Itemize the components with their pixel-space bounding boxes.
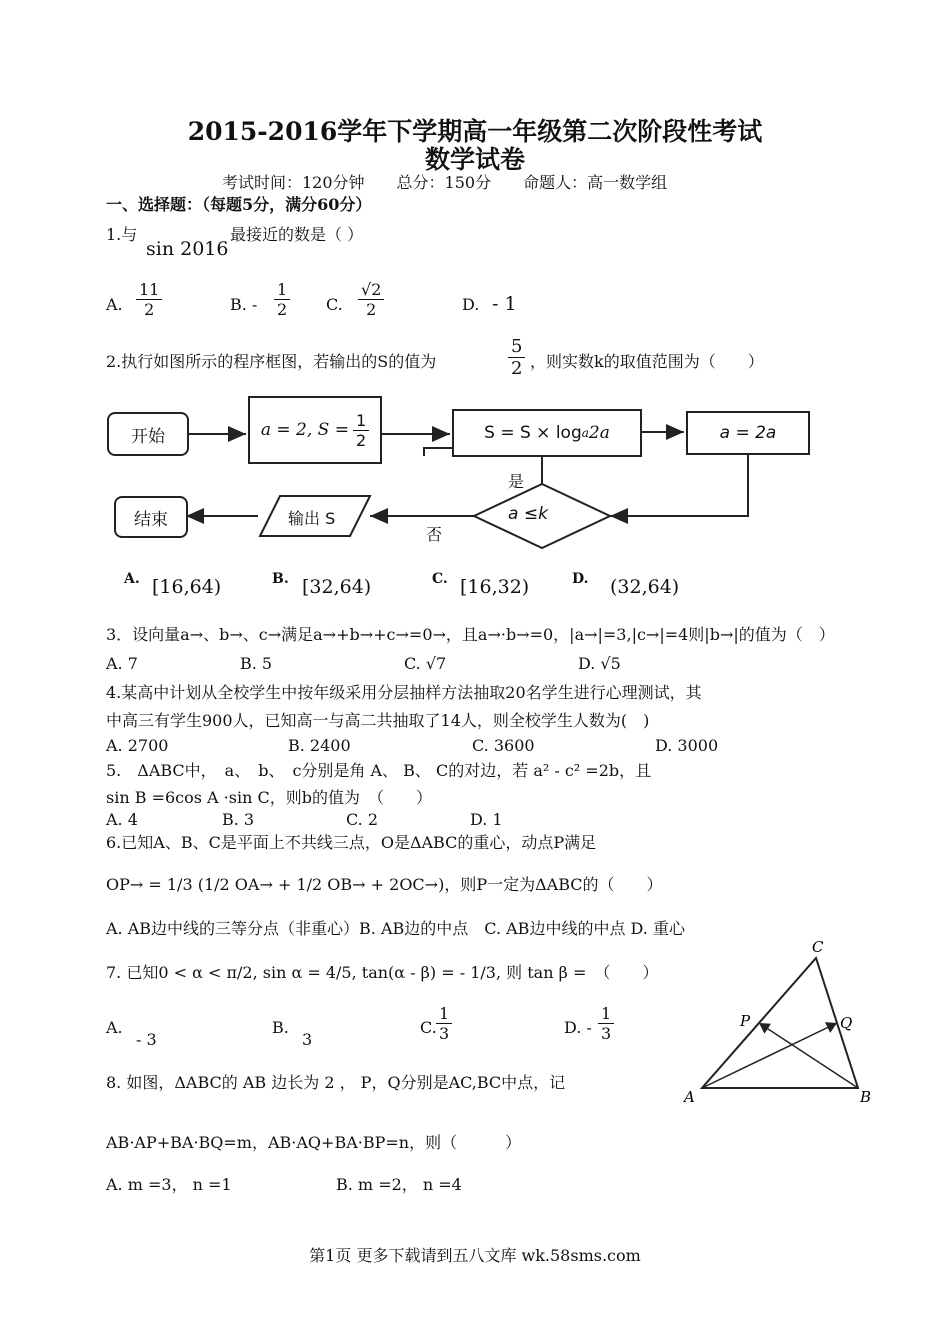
q3-option-d: D. √5 (578, 654, 621, 673)
q1-option-b-label: B. - (230, 295, 258, 314)
q4-line-2: 中高三有学生900人，已知高一与高二共抽取了14人，则全校学生人数为( ) (106, 711, 650, 730)
q1-b-den: 2 (277, 300, 288, 319)
exam-info: 考试时间：120分钟 总分：150分 命题人：高一数学组 (222, 173, 668, 192)
q5-option-a: A. 4 (106, 810, 138, 829)
flow-update-s (452, 409, 642, 457)
flow-update-a: a = 2a (686, 411, 810, 455)
q2-option-b-label: B. (272, 571, 289, 587)
q2-frac-num: 5 (508, 336, 525, 358)
q7-option-b-label: B. (272, 1018, 289, 1037)
q7-option-c-label: C. (420, 1018, 437, 1037)
q1-b-num: 1 (274, 280, 290, 300)
q7-option-b: 3 (302, 1030, 313, 1049)
flow-init (248, 396, 382, 464)
q5-line-1: 5. ΔABC中， a、 b、 c分别是角 A、 B、 C的对边，若 a² - c² =2b，且 (106, 761, 652, 780)
flow-update-s-sub: a (581, 426, 589, 440)
q1-option-a (136, 280, 162, 319)
triangle-figure (676, 936, 896, 1116)
q2-option-c: [16,32) (460, 576, 530, 598)
section-heading: 一、选择题：（每题5分，满分60分） (106, 195, 372, 214)
arrow-a-cond (610, 452, 748, 516)
q5-option-c: C. 2 (346, 810, 379, 829)
flow-update-s-tail: 2a (588, 423, 610, 443)
q1-expr: sin 2016 (146, 238, 229, 260)
q4-option-a: A. 2700 (106, 736, 169, 755)
flow-output: 输出 S (288, 509, 336, 528)
q3-option-a: A. 7 (106, 654, 138, 673)
q2-frac-den: 2 (511, 358, 523, 379)
flow-no-label: 否 (426, 525, 443, 544)
q1-a-den: 2 (144, 300, 155, 319)
flow-init-num: 1 (353, 411, 369, 431)
q2-option-d: (32,64) (610, 576, 680, 598)
q1-suffix: 最接近的数是（ ） (230, 225, 364, 244)
point-q-label: Q (840, 1014, 853, 1032)
title-line-2: 数学试卷 (424, 145, 525, 174)
q8-option-a: A. m =3， n =1 (106, 1175, 232, 1194)
q2-option-c-label: C. (432, 571, 448, 587)
q3-option-c: C. √7 (404, 654, 447, 673)
flow-update-s-text: S = S × log (484, 423, 582, 443)
q2-fraction (508, 336, 525, 379)
q4-option-b: B. 2400 (288, 736, 351, 755)
q2-prefix: 2.执行如图所示的程序框图，若输出的S的值为 (106, 352, 437, 371)
q1-c-den: 2 (366, 300, 377, 319)
q2-option-d-label: D. (572, 571, 589, 587)
q6-options: A. AB边中线的三等分点（非重心）B. AB边的中点 C. AB边中线的中点 D. 重心 (106, 919, 685, 938)
q8-line-2: AB·AP+BA·BQ=m，AB·AQ+BA·BP=n，则（ ） (106, 1133, 522, 1152)
q8-option-b: B. m =2， n =4 (336, 1175, 462, 1194)
q2-option-a: [16,64) (152, 576, 222, 598)
q8-line-1: 8. 如图，ΔABC的 AB 边长为 2 ， P，Q分别是AC,BC中点，记 (106, 1073, 566, 1092)
q2-option-b: [32,64) (302, 576, 372, 598)
flow-start: 开始 (107, 412, 189, 456)
q1-a-num: 11 (136, 280, 162, 300)
q2-option-a-label: A. (124, 571, 140, 587)
q7-d-num: 1 (598, 1004, 614, 1024)
q7-option-a: - 3 (136, 1030, 157, 1049)
q1-option-d-label: D. (462, 295, 480, 314)
triangle-abc (702, 958, 858, 1088)
q5-line-2: sin B =6cos A ·sin C，则b的值为 （ ） (106, 788, 432, 807)
q1-option-c (358, 280, 384, 319)
q1-option-a-label: A. (106, 295, 123, 314)
flow-init-den: 2 (355, 430, 367, 450)
vertex-b-label: B (860, 1088, 872, 1106)
q4-line-1: 4.某高中计划从全校学生中按年级采用分层抽样方法抽取20名学生进行心理测试，其 (106, 683, 702, 702)
q5-option-b: B. 3 (222, 810, 255, 829)
flow-yes-label: 是 (508, 472, 525, 491)
q1-option-d: - 1 (492, 293, 517, 315)
q1-c-num: √2 (358, 280, 384, 300)
q7-option-d-label: D. - (564, 1018, 592, 1037)
q4-option-d: D. 3000 (655, 736, 719, 755)
q7-option-a-label: A. (106, 1018, 123, 1037)
q2-suffix: ，则实数k的取值范围为（ ） (530, 352, 764, 371)
q1-option-b (274, 280, 290, 319)
q7-option-d (598, 1004, 614, 1043)
q7-line: 7. 已知0 < α < π/2, sin α = 4/5, tan(α - β) = - 1/3, 则 tan β = （ ） (106, 963, 659, 982)
q1-option-c-label: C. (326, 295, 343, 314)
title-line-1: 2015-2016学年下学期高一年级第二次阶段性考试 (187, 117, 763, 146)
page-footer: 第1页 更多下载请到五八文库 wk.58sms.com (309, 1246, 641, 1265)
q5-option-d: D. 1 (470, 810, 503, 829)
q4-option-c: C. 3600 (472, 736, 535, 755)
q7-c-num: 1 (436, 1004, 452, 1024)
flow-init-text: a = 2, S = (260, 420, 349, 440)
segment-bp (759, 1023, 858, 1088)
q3-text: 3．设向量a→、b→、c→满足a→+b→+c→=0→，且a→·b→=0，|a→|=3,|c→|=4则|b→|的值为（ ） (106, 625, 835, 644)
q7-option-c (436, 1004, 452, 1043)
q6-line-2: OP→ = 1/3 (1/2 OA→ + 1/2 OB→ + 2OC→)，则P一定为ΔABC的（ ） (106, 875, 663, 894)
q1-prefix: 1.与 (106, 225, 138, 244)
flow-end: 结束 (114, 496, 188, 538)
q7-c-den: 3 (439, 1024, 450, 1043)
q7-d-den: 3 (601, 1024, 612, 1043)
segment-aq (702, 1023, 837, 1088)
q6-line-1: 6.已知A、B、C是平面上不共线三点，O是ΔABC的重心，动点P满足 (106, 833, 597, 852)
flow-condition: a ≤k (508, 504, 548, 524)
point-p-label: P (740, 1012, 751, 1030)
vertex-c-label: C (812, 938, 824, 956)
vertex-a-label: A (684, 1088, 695, 1106)
q3-option-b: B. 5 (240, 654, 273, 673)
